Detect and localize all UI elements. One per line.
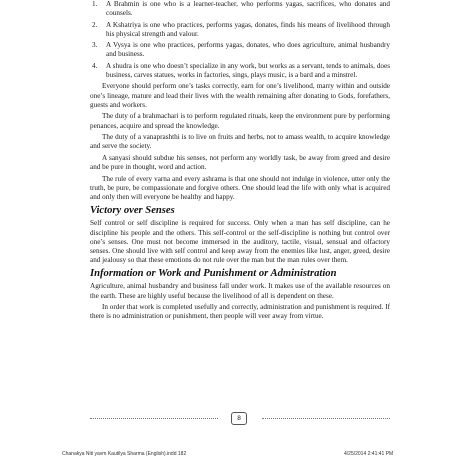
list-item-number: 2.: [92, 20, 98, 29]
page-footer: [90, 412, 390, 424]
paragraph-agriculture: Agriculture, animal husbandry and business fall under work. It makes use of the available resources on the earth. These are highly useful because the livelihood of all is dependent on these.: [90, 282, 390, 300]
list-item: [90, 41, 390, 59]
paragraph-vanaprashthi: The duty of a vanaprashthi is to live on fruits and herbs, not to amass wealth, to acquire knowledge and serve the society.: [90, 133, 390, 151]
heading-victory-over-senses: Victory over Senses: [90, 205, 175, 217]
page-body: [90, 0, 390, 324]
list-item: [90, 62, 390, 80]
paragraph-duties: Everyone should perform one’s tasks correctly, earn for one’s livelihood, marry within and outside one’s lineage, mature and lead their lives with the wealth remaining after donating to Gods, forefathers, guests and workers.: [90, 82, 390, 109]
list-item: [90, 0, 390, 18]
slug-file-name: Chanakya Niti yavm Kautilya Sharma (English).indd 182: [62, 451, 187, 457]
paragraph-self-control: Self control or self discipline is required for success. Only when a man has self discipline, can he discipline his people and the others. This self-control or the self-discipline is nothing but control over one’s senses. One must not become immersed in the auditory, tactile, visual, sensual and olfactory senses. One should live with self control and keep away from the enemies like lust, anger, greed, desire and jealousy so that these emotions do not rule over the man but the man rules over them.: [90, 219, 390, 265]
list-item: [90, 21, 390, 39]
varna-list: [90, 0, 390, 80]
heading-work-and-punishment: Information or Work and Punishment or Administration: [90, 268, 337, 280]
list-item-number: 3.: [92, 41, 98, 50]
paragraph-brahmachari: The duty of a brahmachari is to perform regulated rituals, keep the environment pure by performing penances, acquire and spread the knowledge.: [90, 112, 390, 130]
paragraph-sanyasi: A sanyasi should subdue his senses, not perform any worldly task, be away from greed and desire and be pure in thought, word and action.: [90, 153, 390, 172]
list-item-number: 4.: [92, 61, 98, 70]
footer-divider-left: [90, 418, 218, 419]
list-item-text: A Brahmin is one who is a learner-teacher, who performs yagas, sacrifices, who donates and counsels.: [106, 0, 390, 18]
list-item-number: 1.: [92, 0, 98, 8]
paragraph-rule: The rule of every varna and every ashrama is that one should not indulge in violence, utter only the truth, be pure, be compassionate and forgive others. One should lead the life with only what is acquired and only then will everyone be healthy and happy.: [90, 174, 390, 202]
page-number: 8: [231, 412, 247, 425]
list-item-text: A Kshatriya is one who practices, performs yagas, donates, finds his means of livelihood through his physical strength and valour.: [106, 20, 390, 38]
slug-timestamp: 4/25/2014 2:41:41 PM: [344, 451, 394, 457]
paragraph-administration: In order that work is completed usefully and correctly, administration and punishment is required. If there is no administration or punishment, then people will veer away from virtue.: [90, 303, 390, 321]
list-item-text: A shudra is one who doesn’t specialize in any work, but works as a servant, tends to animals, does business, carves statues, works in factories, sings, plays music, is a bard and a minstrel.: [106, 61, 390, 79]
list-item-text: A Vysya is one who practices, performs yagas, donates, who does agriculture, animal husbandry and business.: [106, 41, 390, 59]
footer-divider-right: [262, 418, 390, 419]
